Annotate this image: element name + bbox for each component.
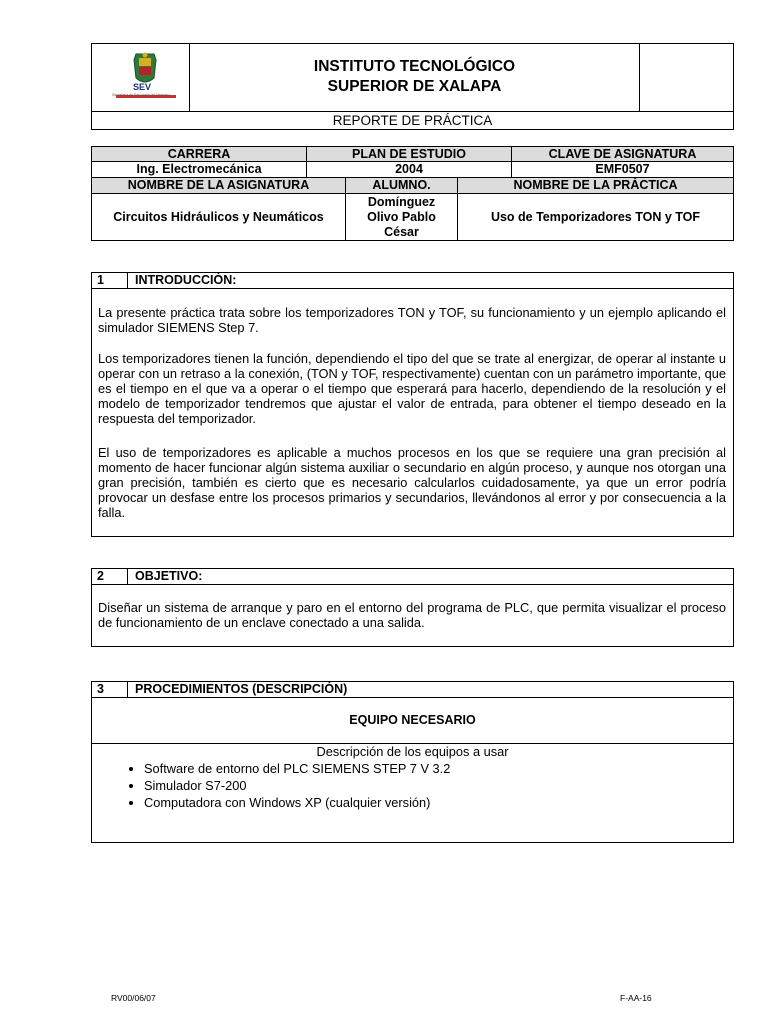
header-alumno: ALUMNO.	[372, 178, 431, 192]
equipment-description: Descripción de los equipos a usar	[316, 744, 509, 759]
equipment-title: EQUIPO NECESARIO	[349, 713, 476, 727]
value-asignatura: Circuitos Hidráulicos y Neumáticos	[113, 210, 324, 224]
value-alumno: Domínguez Olivo Pablo César	[367, 195, 436, 239]
section-procedures-title: PROCEDIMIENTOS (DESCRIPCIÓN)	[135, 682, 348, 696]
section-intro-title: INTRODUCCIÓN:	[135, 273, 237, 287]
equipment-item: • Computadora con Windows XP (cualquier versión)	[144, 794, 732, 811]
equipment-item: • Simulador S7-200	[144, 777, 732, 794]
header-divider-right	[639, 43, 640, 112]
value-plan: 2004	[395, 162, 423, 176]
header-practica: NOMBRE DE LA PRÁCTICA	[513, 178, 678, 192]
value-carrera: Ing. Electromecánica	[136, 162, 262, 176]
intro-paragraph-3: El uso de temporizadores es aplicable a muchos procesos en los que se requiere una gran precisión al momento de hacer funcionar algún sistema auxiliar o secundario en algún proceso, y aunque nos otorgan una gran precisión, también es cierto que es necesario calcularlos cuidadosamente, ya que un error podría provocar un desfase entre los procesos primarios y secundarios, llevándonos al error y por consecuencia a la falla.	[98, 445, 726, 520]
logo-subtext: Secretaría de Educación de Veracruz	[112, 93, 170, 97]
report-title: REPORTE DE PRÁCTICA	[91, 111, 734, 130]
header-plan: PLAN DE ESTUDIO	[352, 146, 466, 161]
header-clave: CLAVE DE ASIGNATURA	[548, 146, 697, 161]
sev-logo	[112, 52, 178, 104]
section-procedures-number: 3	[97, 682, 104, 696]
logo-text: SEV	[133, 82, 152, 92]
section-objective-number: 2	[97, 569, 104, 583]
institute-line2: SUPERIOR DE XALAPA	[327, 78, 502, 95]
intro-paragraph-2: Los temporizadores tienen la función, dependiendo el tipo del que se trate al energizar, de operar al instante u operar con un retraso a la conexión, (TON y TOF, respectivamente) cuentan con un parámetro importante, que es el tiempo en el que va a operar o el tiempo que esperará para hacerlo, dependiendo de la resolución y el modelo de temporizador tendremos que ajustar el valor de entrada, para obtener el tiempo deseado en la respuesta del temporizador.	[98, 351, 726, 426]
header-asignatura: NOMBRE DE LA ASIGNATURA	[127, 178, 310, 192]
section-intro-number: 1	[97, 273, 104, 287]
header-carrera: CARRERA	[167, 146, 231, 161]
value-clave: EMF0507	[595, 162, 650, 176]
objective-text: Diseñar un sistema de arranque y paro en el entorno del programa de PLC, que permita visualizar el proceso de funcionamiento de un enclave conectado a una salida.	[98, 600, 726, 630]
intro-paragraph-1: La presente práctica trata sobre los temporizadores TON y TOF, su funcionamiento y un ejemplo aplicando el simulador SIEMENS Step 7.	[98, 305, 726, 335]
footer-revision: RV00/06/07	[111, 993, 156, 1003]
footer-form-code: F-AA-16	[620, 993, 652, 1003]
institute-line1: INSTITUTO TECNOLÓGICO	[313, 58, 516, 75]
equipment-list	[92, 760, 732, 811]
section-objective-title: OBJETIVO:	[135, 569, 203, 583]
value-practica: Uso de Temporizadores TON y TOF	[490, 210, 701, 224]
equipment-item: • Software de entorno del PLC SIEMENS STEP 7 V 3.2	[144, 760, 732, 777]
